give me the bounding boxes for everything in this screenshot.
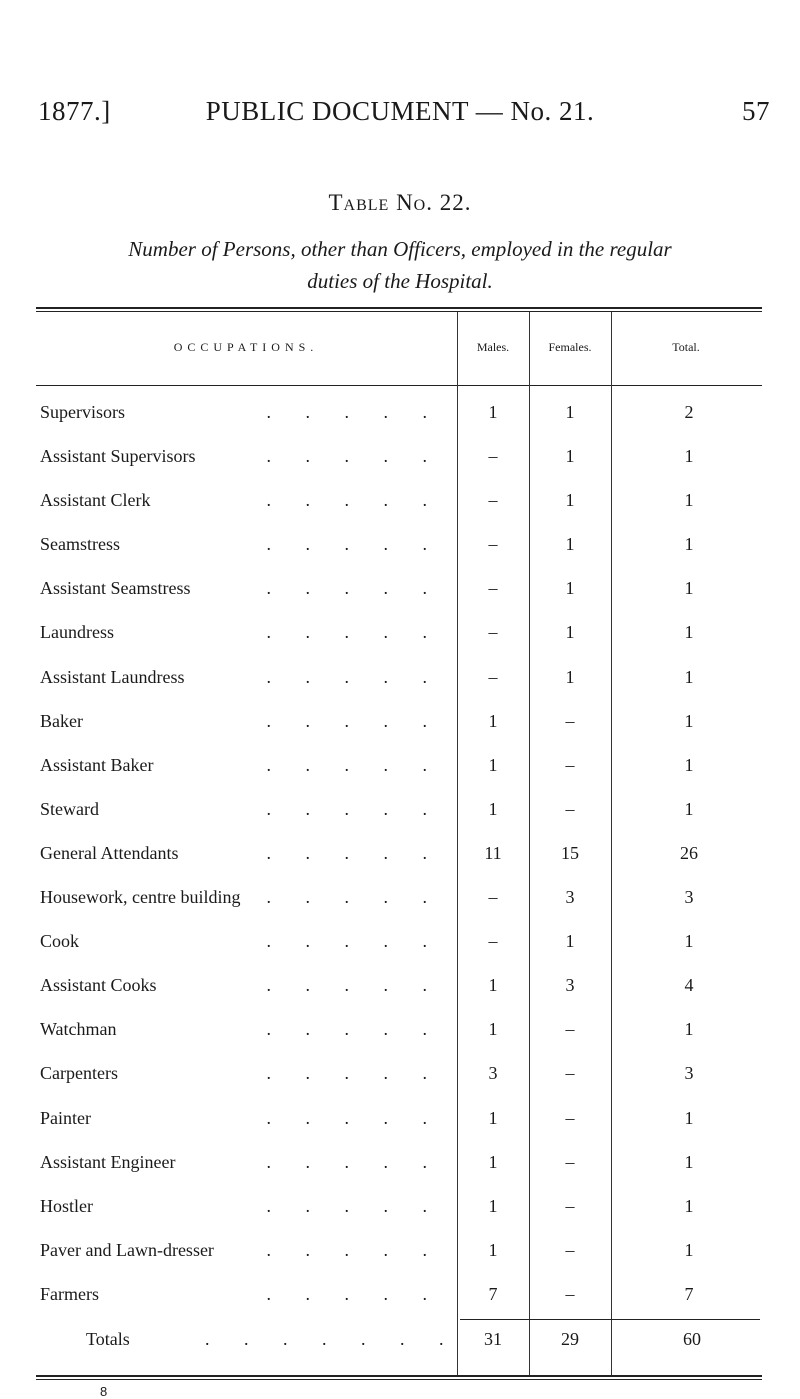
- occupation-label: [40, 1108, 450, 1129]
- table-row: [0, 1152, 800, 1196]
- table-subtitle: [40, 233, 760, 297]
- total-cell: 1: [684, 1239, 694, 1260]
- occupation-text: Baker: [40, 710, 83, 731]
- total-cell: 1: [684, 622, 694, 643]
- males-cell: 1: [488, 1151, 498, 1172]
- occupation-text: General Attendants: [40, 842, 179, 863]
- table-row: [0, 667, 800, 711]
- occupation-label: [40, 446, 450, 467]
- table-row: [0, 1196, 800, 1240]
- occupation-label: [40, 887, 450, 908]
- totals-females: 29: [561, 1329, 579, 1349]
- table-row: [0, 622, 800, 666]
- table-top-rule-thin: [36, 311, 762, 312]
- males-cell: 11: [484, 842, 502, 863]
- total-cell: 1: [684, 534, 694, 555]
- table-row: [0, 446, 800, 490]
- total-cell: 1: [684, 798, 694, 819]
- leader-dots: . . . . .: [266, 446, 442, 467]
- occupation-text: Painter: [40, 1107, 91, 1128]
- occupation-label: [40, 843, 450, 864]
- total-cell: 1: [684, 1151, 694, 1172]
- males-cell: 3: [488, 1063, 498, 1084]
- total-cell: 3: [684, 887, 694, 908]
- occupation-text: Farmers: [40, 1283, 99, 1304]
- subtitle-line-2: duties of the Hospital.: [307, 269, 493, 293]
- males-cell: 1: [488, 402, 498, 422]
- occupation-text: Paver and Lawn-dresser: [40, 1239, 214, 1260]
- females-cell: –: [565, 710, 575, 731]
- males-cell: –: [488, 666, 498, 687]
- females-cell: 15: [561, 842, 579, 863]
- males-cell: –: [488, 578, 498, 599]
- occupation-label: [40, 490, 450, 511]
- total-cell: 1: [684, 446, 694, 467]
- males-cell: –: [488, 622, 498, 643]
- table-row: [0, 490, 800, 534]
- total-cell: 1: [684, 578, 694, 599]
- leader-dots: . . . . .: [266, 1063, 442, 1084]
- females-cell: –: [565, 1107, 575, 1128]
- leader-dots: . . . . .: [266, 975, 442, 996]
- total-cell: 1: [684, 1107, 694, 1128]
- table-top-rule: [36, 307, 762, 309]
- occupation-label: [40, 755, 450, 776]
- header-title: PUBLIC DOCUMENT — No. 21.: [205, 96, 595, 126]
- females-cell: 1: [565, 578, 575, 599]
- females-cell: 3: [565, 887, 575, 908]
- table-row: [0, 402, 800, 446]
- total-cell: 2: [684, 402, 694, 422]
- table-row: [0, 843, 800, 887]
- leader-dots: . . . . .: [266, 1195, 442, 1216]
- occupation-text: Assistant Clerk: [40, 490, 151, 511]
- males-cell: 1: [488, 754, 498, 775]
- total-cell: 1: [684, 710, 694, 731]
- table-row: [0, 578, 800, 622]
- leader-dots: . . . . .: [266, 798, 442, 819]
- occupation-text: Assistant Supervisors: [40, 446, 196, 467]
- total-cell: 1: [684, 931, 694, 952]
- males-cell: –: [488, 490, 498, 511]
- occupation-text: Assistant Cooks: [40, 975, 157, 996]
- leader-dots: . . . . .: [266, 534, 442, 555]
- total-cell: 1: [684, 666, 694, 687]
- occupation-label: [40, 1152, 450, 1173]
- leader-dots: . . . . .: [266, 1107, 442, 1128]
- occupation-label: [40, 799, 450, 820]
- females-cell: 1: [565, 534, 575, 555]
- total-cell: 1: [684, 490, 694, 511]
- males-cell: 1: [488, 710, 498, 731]
- column-header-females: Females.: [548, 340, 592, 354]
- page-header: [0, 96, 800, 146]
- total-cell: 1: [684, 1195, 694, 1216]
- table-row: [0, 887, 800, 931]
- occupation-label: [40, 931, 450, 952]
- males-cell: 7: [488, 1283, 498, 1304]
- males-cell: –: [488, 931, 498, 952]
- total-cell: 3: [684, 1063, 694, 1084]
- females-cell: –: [565, 1151, 575, 1172]
- total-cell: 1: [684, 1019, 694, 1040]
- females-cell: –: [565, 754, 575, 775]
- header-year: 1877.]: [38, 96, 111, 126]
- females-cell: –: [565, 1019, 575, 1040]
- occupation-text: Carpenters: [40, 1063, 118, 1084]
- column-header-males: Males.: [476, 340, 510, 354]
- occupation-text: Hostler: [40, 1195, 93, 1216]
- males-cell: –: [488, 887, 498, 908]
- occupation-label: [40, 622, 450, 643]
- total-cell: 1: [684, 754, 694, 775]
- table-row: [0, 799, 800, 843]
- total-cell: 4: [684, 975, 694, 996]
- occupation-label: [40, 711, 450, 732]
- occupation-text: Seamstress: [40, 534, 120, 555]
- occupation-label: [40, 578, 450, 599]
- females-cell: 1: [565, 490, 575, 511]
- leader-dots: . . . . .: [266, 931, 442, 952]
- table-row: [0, 534, 800, 578]
- occupation-text: Watchman: [40, 1019, 117, 1040]
- occupation-label: [40, 1063, 450, 1084]
- leader-dots: . . . . .: [266, 490, 442, 511]
- occupation-label: [40, 534, 450, 555]
- table-row: [0, 1108, 800, 1152]
- occupation-text: Steward: [40, 798, 99, 819]
- leader-dots: . . . . .: [266, 1239, 442, 1260]
- subtitle-line-1: Number of Persons, other than Officers, employed in the regular: [128, 237, 672, 261]
- leader-dots: . . . . .: [266, 1283, 442, 1304]
- table-row: [0, 931, 800, 975]
- table-row: [0, 975, 800, 1019]
- totals-males: 31: [484, 1329, 502, 1349]
- leader-dots: . . . . .: [266, 622, 442, 643]
- leader-dots: . . . . .: [266, 1019, 442, 1040]
- leader-dots: . . . . . . .: [205, 1329, 459, 1349]
- leader-dots: . . . . .: [266, 1151, 442, 1172]
- occupation-text: Housework, centre building: [40, 887, 241, 908]
- occupation-label: [40, 1240, 450, 1261]
- table-bottom-rule: [36, 1375, 762, 1377]
- table-body: [0, 402, 800, 1328]
- females-cell: –: [565, 798, 575, 819]
- occupation-text: Assistant Seamstress: [40, 578, 191, 599]
- leader-dots: . . . . .: [266, 710, 442, 731]
- females-cell: –: [565, 1063, 575, 1084]
- occupation-text: Assistant Baker: [40, 754, 154, 775]
- males-cell: 1: [488, 1107, 498, 1128]
- leader-dots: . . . . .: [266, 887, 442, 908]
- table-title: Table No. 22.: [328, 190, 472, 215]
- occupation-label: [40, 667, 450, 688]
- occupation-label: [40, 402, 450, 423]
- totals-rule: [460, 1319, 760, 1320]
- females-cell: –: [565, 1195, 575, 1216]
- column-header-occupations: OCCUPATIONS.: [173, 340, 319, 354]
- occupation-label: [40, 975, 450, 996]
- column-header-total: Total.: [672, 340, 700, 354]
- occupation-text: Supervisors: [40, 402, 125, 422]
- females-cell: 3: [565, 975, 575, 996]
- occupation-label: [40, 1196, 450, 1217]
- occupation-text: Laundress: [40, 622, 114, 643]
- males-cell: 1: [488, 975, 498, 996]
- signature-mark: 8: [100, 1384, 108, 1399]
- occupation-text: Cook: [40, 931, 80, 952]
- males-cell: 1: [488, 1195, 498, 1216]
- leader-dots: . . . . .: [266, 666, 442, 687]
- males-cell: 1: [488, 798, 498, 819]
- total-cell: 7: [684, 1283, 694, 1304]
- occupation-text: Assistant Laundress: [40, 666, 185, 687]
- females-cell: –: [565, 1239, 575, 1260]
- occupation-text: Assistant Engineer: [40, 1151, 176, 1172]
- females-cell: –: [565, 1283, 575, 1304]
- females-cell: 1: [565, 402, 575, 422]
- occupation-label: [40, 1284, 450, 1305]
- females-cell: 1: [565, 446, 575, 467]
- leader-dots: . . . . .: [266, 402, 442, 422]
- table-bottom-rule-thin: [36, 1379, 762, 1380]
- table-row: [0, 1019, 800, 1063]
- males-cell: –: [488, 534, 498, 555]
- leader-dots: . . . . .: [266, 578, 442, 599]
- table-row: [0, 1240, 800, 1284]
- table-row: [0, 711, 800, 755]
- leader-dots: . . . . .: [266, 754, 442, 775]
- header-page-number: 57: [742, 96, 770, 126]
- table-row: [0, 1284, 800, 1328]
- leader-dots: . . . . .: [266, 842, 442, 863]
- females-cell: 1: [565, 931, 575, 952]
- table-row: [0, 755, 800, 799]
- males-cell: 1: [488, 1019, 498, 1040]
- females-cell: 1: [565, 666, 575, 687]
- males-cell: –: [488, 446, 498, 467]
- males-cell: 1: [488, 1239, 498, 1260]
- occupation-label: [40, 1019, 450, 1040]
- females-cell: 1: [565, 622, 575, 643]
- totals-total: 60: [683, 1329, 701, 1349]
- total-cell: 26: [680, 842, 698, 863]
- table-row: [0, 1063, 800, 1107]
- totals-label: Totals: [86, 1329, 130, 1349]
- table-header-rule: [36, 385, 762, 386]
